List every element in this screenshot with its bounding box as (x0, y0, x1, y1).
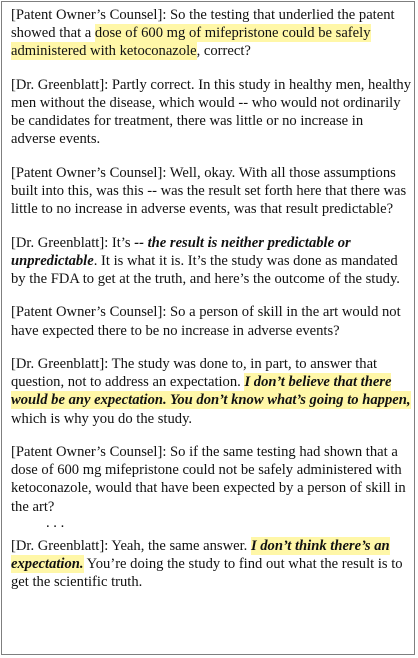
speaker-label: [Patent Owner’s Counsel]: (11, 7, 167, 23)
omission-ellipsis: . . . (46, 514, 65, 531)
transcript-paragraph (11, 303, 411, 339)
speaker-label: [Dr. Greenblatt]: (11, 355, 109, 372)
transcript-paragraph (11, 355, 411, 428)
transcript-text: , correct? (196, 43, 251, 60)
transcript-paragraph (11, 6, 411, 61)
transcript-text: Yeah, the same answer. (108, 537, 251, 554)
transcript-text: The study was done to, in part, to answer that question, not to address an expectation. (11, 355, 378, 391)
transcript-text: So a person of skill in the art would not have expected there to be no increase in adverse events? (11, 304, 401, 339)
transcript-text: which is why you do the study. (11, 410, 193, 427)
transcript-paragraph (11, 76, 411, 149)
transcript-text: Partly correct. In this study in healthy men, healthy men without the disease, which would -- who would not ordinarily be candidates for treatment, there was little or no increase in adverse events. (11, 76, 412, 148)
transcript-text: You’re doing the study to find out what the result is to get the scientific truth. (11, 556, 403, 591)
transcript-text: It’s (108, 234, 135, 251)
transcript-paragraph (11, 234, 411, 289)
transcript-paragraph (11, 164, 411, 219)
speaker-label: [Patent Owner’s Counsel]: (11, 164, 167, 181)
transcript-text: . It is what it is. It’s the study was done as mandated by the FDA to get at the truth, and here’s the outcome of the study. (11, 252, 400, 287)
highlighted-emphasized-text: I don’t believe that there would be any expectation. You don’t know what’s going to happen, (11, 374, 411, 409)
highlighted-text: dose of 600 mg of mifepristone could be safely administered with ketoconazole (11, 25, 371, 60)
speaker-label: [Dr. Greenblatt]: (11, 537, 109, 554)
speaker-label: [Dr. Greenblatt]: (11, 76, 109, 93)
highlighted-emphasized-text: I don’t think there’s an expectation. (11, 537, 390, 572)
speaker-label: [Patent Owner’s Counsel]: (11, 443, 167, 460)
transcript-text: So if the same testing had shown that a dose of 600 mg mifepristone could not be safely administered with ketoconazole, would that have been expected by a person of skill in the art? (11, 443, 406, 515)
document-frame (1, 1, 415, 655)
transcript-excerpt (11, 6, 411, 607)
speaker-label: [Patent Owner’s Counsel]: (11, 304, 167, 321)
speaker-label: [Dr. Greenblatt]: (11, 234, 109, 251)
transcript-paragraph (11, 537, 411, 592)
emphasized-text: -- the result is neither predictable or unpredictable (11, 234, 351, 269)
transcript-text: Well, okay. With all those assumptions built into this, was this -- was the result set forth here that there was little to no increase in adverse events, was that result predictable? (11, 164, 407, 218)
transcript-text: So the testing that underlied the patent showed that a (11, 7, 395, 42)
transcript-paragraph (11, 443, 411, 516)
